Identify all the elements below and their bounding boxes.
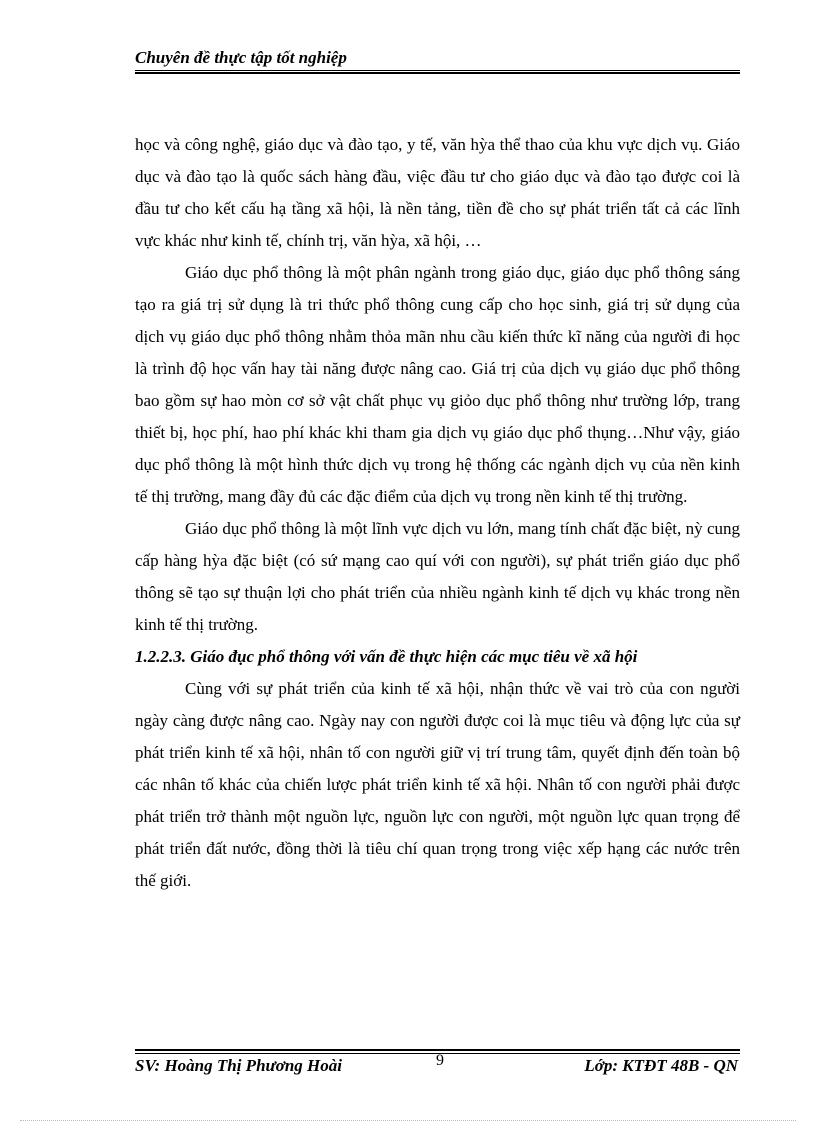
paragraph-continuation: học và công nghệ, giáo dục và đào tạo, y tế, văn hỳa thể thao của khu vực dịch vụ. Giáo dục và đào tạo là quốc sách hàng đầu, việc đầu tư cho giáo dục và đào tạo được coi là đầu tư cho kết cấu hạ tầng xã hội, là nền tảng, tiền đề cho sự phát triển tất cả các lĩnh vực khác như kinh tế, chính trị, văn hỳa, xã hội, …: [135, 135, 740, 250]
header-rule: [135, 70, 740, 71]
section-heading: 1.2.2.3. Giáo đục phổ thông với vấn đề thực hiện các mục tiêu về xã hội: [135, 647, 638, 666]
body-content: [135, 129, 740, 897]
paragraph-general-education: Giáo dục phổ thông là một phân ngành trong giáo dục, giáo dục phổ thông sáng tạo ra giá trị sử dụng là tri thức phổ thông cung cấp cho học sinh, giá trị sử dụng của dịch vụ giáo dục phổ thông nhằm thỏa mãn nhu cầu kiến thức kĩ năng của người đi học là trình độ học vấn hay tài năng được nâng cao. Giá trị của dịch vụ giáo dục phổ thông bao gồm sự hao mòn cơ sở vật chất phục vụ giỏo dục phổ thông như trường lớp, trang thiết bị, học phí, hao phí khác khi tham gia dịch vụ giáo dục phổ thụng…Như vậy, giáo dục phổ thông là một hình thức dịch vụ trong hệ thống các ngành dịch vụ của nền kinh tế thị trường, mang đầy đủ các đặc điểm của dịch vụ trong nền kinh tế thị trường.: [135, 263, 740, 506]
header-rule-thick: [135, 72, 740, 74]
page-number: 9: [436, 1052, 444, 1069]
paragraph-social-goals: Cùng với sự phát triển của kinh tế xã hội, nhận thức về vai trò của con người ngày càng được nâng cao. Ngày nay con người được coi là mục tiêu và động lực của sự phát triển kinh tế xã hội, nhân tố con người giữ vị trí trung tâm, quyết định đến toàn bộ các nhân tố khác của chiến lược phát triển kinh tế xã hội. Nhân tố con người phải được phát triển trở thành một nguồn lực, nguồn lực con người, một nguồn lực quan trọng để phát triển đất nước, đồng thời là tiêu chí quan trọng trong việc xếp hạng các nước trên thế giới.: [135, 679, 740, 890]
header-title: Chuyên đề thực tập tốt nghiệp: [135, 48, 347, 67]
paragraph-service-field: Giáo dục phổ thông là một lĩnh vực dịch vu lớn, mang tính chất đặc biệt, nỳ cung cấp hàng hỳa đặc biệt (có sứ mạng cao quí với con người), sự phát triển giáo dục phổ thông sẽ tạo sự thuận lợi cho phát triển của nhiều ngành kinh tế dịch vụ khác trong nền kinh tế thị trường.: [135, 519, 740, 634]
footer-class-label: Lớp: KTĐT 48B - QN: [584, 1056, 738, 1075]
footer-student-name: SV: Hoàng Thị Phương Hoài: [135, 1056, 342, 1075]
page-bottom-border: [20, 1120, 796, 1121]
footer-rule-thick: [135, 1049, 740, 1051]
